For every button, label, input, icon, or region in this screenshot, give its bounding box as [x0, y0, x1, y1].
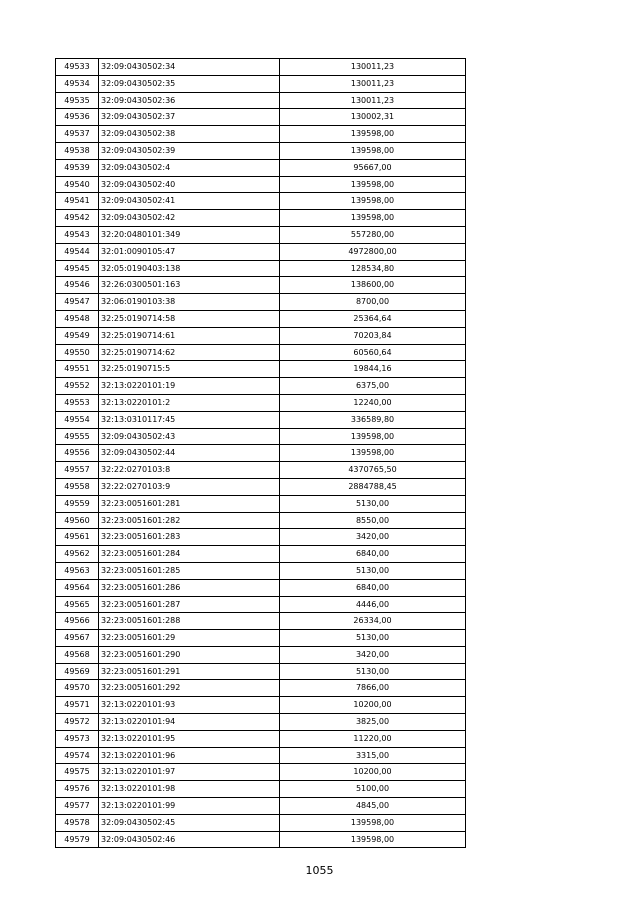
row-number: 49573 — [56, 730, 99, 747]
row-number: 49560 — [56, 512, 99, 529]
cadastral-number: 32:23:0051601:288 — [99, 613, 280, 630]
table-row — [56, 814, 466, 831]
table-row — [56, 277, 466, 294]
cadastral-number: 32:09:0430502:39 — [99, 142, 280, 159]
cadastral-number: 32:23:0051601:292 — [99, 680, 280, 697]
cadastral-number: 32:25:0190715:5 — [99, 361, 280, 378]
row-number: 49562 — [56, 546, 99, 563]
cadastral-number: 32:25:0190714:61 — [99, 327, 280, 344]
value: 4972800,00 — [280, 243, 466, 260]
row-number: 49558 — [56, 478, 99, 495]
value: 6840,00 — [280, 546, 466, 563]
table-row — [56, 361, 466, 378]
row-number: 49566 — [56, 613, 99, 630]
value: 6840,00 — [280, 579, 466, 596]
cadastral-number: 32:13:0310117:45 — [99, 411, 280, 428]
cadastral-number: 32:23:0051601:282 — [99, 512, 280, 529]
row-number: 49568 — [56, 646, 99, 663]
table-row — [56, 411, 466, 428]
cadastral-number: 32:22:0270103:8 — [99, 462, 280, 479]
cadastral-number: 32:05:0190403:138 — [99, 260, 280, 277]
table-row — [56, 529, 466, 546]
row-number: 49541 — [56, 193, 99, 210]
value: 26334,00 — [280, 613, 466, 630]
table-row — [56, 579, 466, 596]
row-number: 49555 — [56, 428, 99, 445]
table-row — [56, 630, 466, 647]
cadastral-number: 32:13:0220101:97 — [99, 764, 280, 781]
table-row — [56, 781, 466, 798]
row-number: 49575 — [56, 764, 99, 781]
cadastral-number: 32:23:0051601:283 — [99, 529, 280, 546]
table-row — [56, 562, 466, 579]
table-row — [56, 613, 466, 630]
value: 139598,00 — [280, 210, 466, 227]
value: 4845,00 — [280, 798, 466, 815]
value: 8700,00 — [280, 294, 466, 311]
row-number: 49578 — [56, 814, 99, 831]
table-row — [56, 663, 466, 680]
table-row — [56, 126, 466, 143]
value: 139598,00 — [280, 428, 466, 445]
table-row — [56, 294, 466, 311]
cadastral-number: 32:13:0220101:93 — [99, 697, 280, 714]
cadastral-number: 32:09:0430502:35 — [99, 75, 280, 92]
row-number: 49547 — [56, 294, 99, 311]
table-row — [56, 495, 466, 512]
row-number: 49554 — [56, 411, 99, 428]
row-number: 49576 — [56, 781, 99, 798]
value: 60560,64 — [280, 344, 466, 361]
value: 95667,00 — [280, 159, 466, 176]
value: 130011,23 — [280, 75, 466, 92]
row-number: 49579 — [56, 831, 99, 848]
row-number: 49552 — [56, 378, 99, 395]
row-number: 49542 — [56, 210, 99, 227]
cadastral-number: 32:25:0190714:58 — [99, 310, 280, 327]
row-number: 49537 — [56, 126, 99, 143]
cadastral-number: 32:09:0430502:45 — [99, 814, 280, 831]
value: 139598,00 — [280, 831, 466, 848]
table-row — [56, 428, 466, 445]
data-table — [55, 58, 466, 848]
table-row — [56, 764, 466, 781]
row-number: 49540 — [56, 176, 99, 193]
cadastral-number: 32:09:0430502:37 — [99, 109, 280, 126]
value: 5130,00 — [280, 630, 466, 647]
table-row — [56, 445, 466, 462]
row-number: 49550 — [56, 344, 99, 361]
table-row — [56, 512, 466, 529]
value: 139598,00 — [280, 814, 466, 831]
row-number: 49534 — [56, 75, 99, 92]
table-row — [56, 831, 466, 848]
cadastral-number: 32:09:0430502:44 — [99, 445, 280, 462]
cadastral-number: 32:13:0220101:98 — [99, 781, 280, 798]
row-number: 49567 — [56, 630, 99, 647]
cadastral-number: 32:09:0430502:34 — [99, 59, 280, 76]
value: 128534,80 — [280, 260, 466, 277]
cadastral-number: 32:22:0270103:9 — [99, 478, 280, 495]
cadastral-number: 32:06:0190103:38 — [99, 294, 280, 311]
table-row — [56, 714, 466, 731]
cadastral-number: 32:13:0220101:99 — [99, 798, 280, 815]
cadastral-number: 32:13:0220101:94 — [99, 714, 280, 731]
row-number: 49556 — [56, 445, 99, 462]
table-row — [56, 75, 466, 92]
cadastral-number: 32:13:0220101:96 — [99, 747, 280, 764]
value: 2884788,45 — [280, 478, 466, 495]
row-number: 49538 — [56, 142, 99, 159]
value: 19844,16 — [280, 361, 466, 378]
value: 8550,00 — [280, 512, 466, 529]
value: 12240,00 — [280, 394, 466, 411]
table-row — [56, 159, 466, 176]
row-number: 49565 — [56, 596, 99, 613]
cadastral-number: 32:09:0430502:36 — [99, 92, 280, 109]
table-row — [56, 462, 466, 479]
cadastral-number: 32:09:0430502:4 — [99, 159, 280, 176]
value: 3825,00 — [280, 714, 466, 731]
value: 139598,00 — [280, 445, 466, 462]
value: 5130,00 — [280, 663, 466, 680]
table-row — [56, 260, 466, 277]
row-number: 49544 — [56, 243, 99, 260]
cadastral-number: 32:09:0430502:40 — [99, 176, 280, 193]
row-number: 49543 — [56, 226, 99, 243]
table-row — [56, 344, 466, 361]
value: 139598,00 — [280, 142, 466, 159]
cadastral-number: 32:13:0220101:19 — [99, 378, 280, 395]
table-row — [56, 730, 466, 747]
table-row — [56, 747, 466, 764]
table-row — [56, 193, 466, 210]
cadastral-number: 32:23:0051601:285 — [99, 562, 280, 579]
cadastral-number: 32:23:0051601:29 — [99, 630, 280, 647]
table-row — [56, 546, 466, 563]
row-number: 49557 — [56, 462, 99, 479]
value: 70203,84 — [280, 327, 466, 344]
row-number: 49549 — [56, 327, 99, 344]
row-number: 49569 — [56, 663, 99, 680]
table-row — [56, 176, 466, 193]
cadastral-number: 32:09:0430502:42 — [99, 210, 280, 227]
cadastral-number: 32:26:0300501:163 — [99, 277, 280, 294]
cadastral-number: 32:23:0051601:281 — [99, 495, 280, 512]
cadastral-number: 32:09:0430502:38 — [99, 126, 280, 143]
cadastral-number: 32:23:0051601:286 — [99, 579, 280, 596]
value: 138600,00 — [280, 277, 466, 294]
row-number: 49551 — [56, 361, 99, 378]
value: 5100,00 — [280, 781, 466, 798]
table-row — [56, 798, 466, 815]
cadastral-number: 32:23:0051601:284 — [99, 546, 280, 563]
cadastral-number: 32:23:0051601:287 — [99, 596, 280, 613]
value: 5130,00 — [280, 495, 466, 512]
row-number: 49561 — [56, 529, 99, 546]
value: 7866,00 — [280, 680, 466, 697]
table-row — [56, 394, 466, 411]
value: 557280,00 — [280, 226, 466, 243]
row-number: 49572 — [56, 714, 99, 731]
page-number: 1055 — [305, 864, 334, 877]
value: 130011,23 — [280, 59, 466, 76]
value: 139598,00 — [280, 193, 466, 210]
table-row — [56, 109, 466, 126]
value: 10200,00 — [280, 697, 466, 714]
row-number: 49577 — [56, 798, 99, 815]
table-row — [56, 210, 466, 227]
table-row — [56, 226, 466, 243]
value: 130002,31 — [280, 109, 466, 126]
value: 3420,00 — [280, 646, 466, 663]
value: 6375,00 — [280, 378, 466, 395]
row-number: 49563 — [56, 562, 99, 579]
table-row — [56, 378, 466, 395]
value: 5130,00 — [280, 562, 466, 579]
row-number: 49553 — [56, 394, 99, 411]
table-body — [56, 59, 466, 848]
row-number: 49548 — [56, 310, 99, 327]
value: 10200,00 — [280, 764, 466, 781]
value: 3315,00 — [280, 747, 466, 764]
value: 130011,23 — [280, 92, 466, 109]
row-number: 49546 — [56, 277, 99, 294]
table-row — [56, 596, 466, 613]
table-row — [56, 59, 466, 76]
table-row — [56, 310, 466, 327]
row-number: 49535 — [56, 92, 99, 109]
table-row — [56, 327, 466, 344]
value: 4370765,50 — [280, 462, 466, 479]
cadastral-number: 32:23:0051601:290 — [99, 646, 280, 663]
table-row — [56, 142, 466, 159]
row-number: 49559 — [56, 495, 99, 512]
row-number: 49545 — [56, 260, 99, 277]
row-number: 49536 — [56, 109, 99, 126]
value: 25364,64 — [280, 310, 466, 327]
value: 139598,00 — [280, 176, 466, 193]
value: 336589,80 — [280, 411, 466, 428]
cadastral-number: 32:01:0090105:47 — [99, 243, 280, 260]
row-number: 49570 — [56, 680, 99, 697]
cadastral-number: 32:23:0051601:291 — [99, 663, 280, 680]
cadastral-number: 32:09:0430502:41 — [99, 193, 280, 210]
table-row — [56, 92, 466, 109]
cadastral-number: 32:25:0190714:62 — [99, 344, 280, 361]
cadastral-number: 32:09:0430502:43 — [99, 428, 280, 445]
cadastral-number: 32:09:0430502:46 — [99, 831, 280, 848]
row-number: 49533 — [56, 59, 99, 76]
row-number: 49574 — [56, 747, 99, 764]
cadastral-number: 32:13:0220101:95 — [99, 730, 280, 747]
table-row — [56, 478, 466, 495]
table-row — [56, 243, 466, 260]
row-number: 49539 — [56, 159, 99, 176]
value: 11220,00 — [280, 730, 466, 747]
cadastral-number: 32:13:0220101:2 — [99, 394, 280, 411]
table-row — [56, 646, 466, 663]
value: 3420,00 — [280, 529, 466, 546]
row-number: 49564 — [56, 579, 99, 596]
value: 4446,00 — [280, 596, 466, 613]
table-row — [56, 697, 466, 714]
value: 139598,00 — [280, 126, 466, 143]
cadastral-number: 32:20:0480101:349 — [99, 226, 280, 243]
row-number: 49571 — [56, 697, 99, 714]
table-row — [56, 680, 466, 697]
